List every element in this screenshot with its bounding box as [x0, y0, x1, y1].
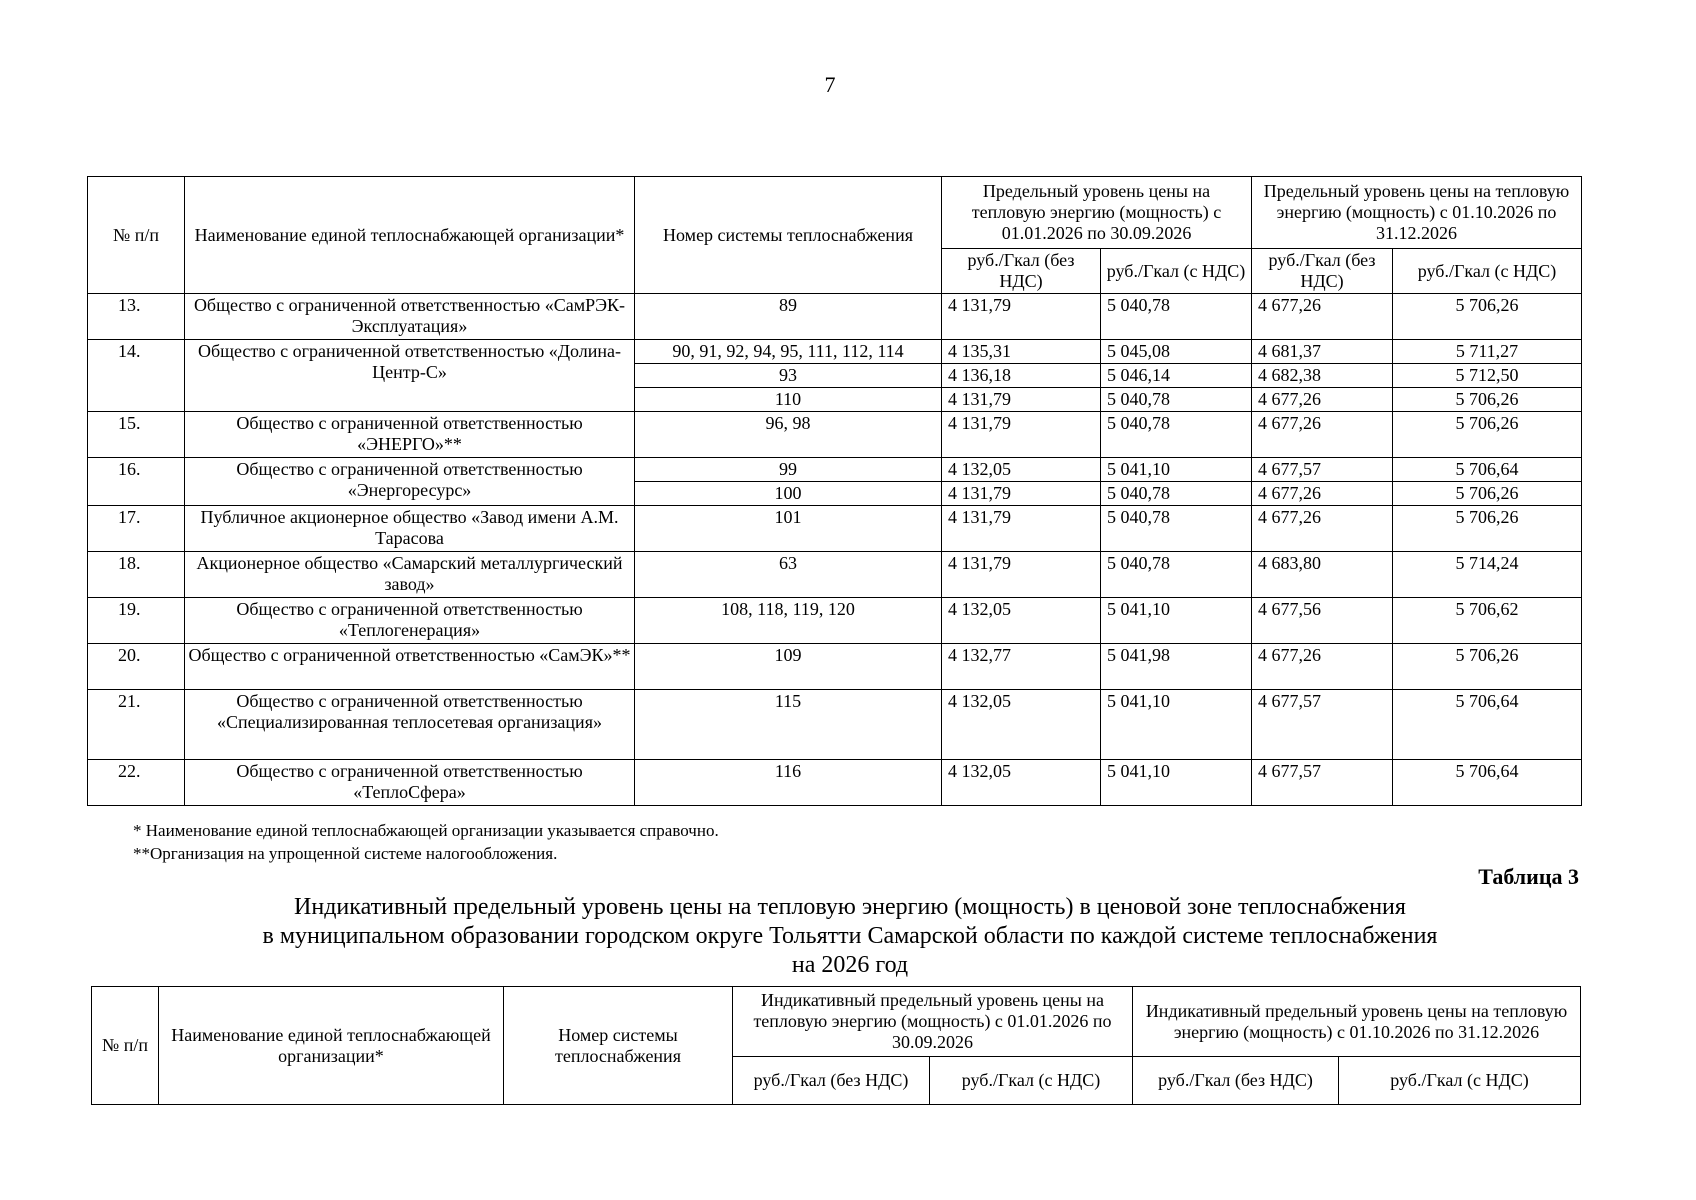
price-p2-vat: 5 711,27 — [1393, 340, 1582, 364]
system-number: 101 — [635, 506, 942, 552]
price-p2-vat: 5 706,26 — [1393, 506, 1582, 552]
table-3-title — [190, 893, 1510, 980]
price-p1-no-vat: 4 132,05 — [942, 690, 1101, 760]
organization-name: Публичное акционерное общество «Завод имени А.М. Тарасова — [185, 506, 635, 552]
row-number: 22. — [88, 760, 185, 806]
indicative-price-table — [91, 986, 1581, 1105]
system-number: 99 — [635, 458, 942, 482]
table-3-title-line-1: Индикативный предельный уровень цены на тепловую энергию (мощность) в ценовой зоне теплоснабжения — [294, 894, 1406, 920]
table-row — [88, 760, 1582, 806]
table-row — [88, 340, 1582, 364]
organization-name: Общество с ограниченной ответственностью «Энергоресурс» — [185, 458, 635, 506]
price-p2-no-vat: 4 677,57 — [1252, 760, 1393, 806]
row-number: 13. — [88, 294, 185, 340]
price-p2-no-vat: 4 677,26 — [1252, 294, 1393, 340]
header-system: Номер системы теплоснабжения — [635, 177, 942, 294]
table-3-label: Таблица 3 — [1478, 864, 1579, 889]
organization-name: Общество с ограниченной ответственностью «Теплогенерация» — [185, 598, 635, 644]
table-row — [88, 552, 1582, 598]
t3-header-org: Наименование единой теплоснабжающей организации* — [159, 987, 504, 1105]
row-number: 15. — [88, 412, 185, 458]
organization-name: Общество с ограниченной ответственностью «СамРЭК-Эксплуатация» — [185, 294, 635, 340]
table-row — [88, 412, 1582, 458]
price-p1-no-vat: 4 132,77 — [942, 644, 1101, 690]
system-number: 90, 91, 92, 94, 95, 111, 112, 114 — [635, 340, 942, 364]
header-p2-no-vat: руб./Гкал (без НДС) — [1252, 249, 1393, 294]
system-number: 108, 118, 119, 120 — [635, 598, 942, 644]
price-p1-no-vat: 4 131,79 — [942, 412, 1101, 458]
price-p2-no-vat: 4 677,26 — [1252, 412, 1393, 458]
price-p2-vat: 5 706,64 — [1393, 458, 1582, 482]
system-number: 110 — [635, 388, 942, 412]
price-p2-vat: 5 706,26 — [1393, 644, 1582, 690]
t3-header-num: № п/п — [92, 987, 159, 1105]
price-p1-no-vat: 4 131,79 — [942, 388, 1101, 412]
header-period-1: Предельный уровень цены на тепловую энергию (мощность) с 01.01.2026 по 30.09.2026 — [942, 177, 1252, 249]
table-row — [88, 690, 1582, 760]
price-p1-vat: 5 041,10 — [1101, 598, 1252, 644]
t3-header-p2-vat: руб./Гкал (с НДС) — [1339, 1057, 1581, 1105]
organization-name: Общество с ограниченной ответственностью «ЭНЕРГО»** — [185, 412, 635, 458]
price-limit-table — [87, 176, 1582, 806]
price-p1-no-vat: 4 131,79 — [942, 294, 1101, 340]
header-p2-vat: руб./Гкал (с НДС) — [1393, 249, 1582, 294]
price-p1-vat: 5 041,10 — [1101, 760, 1252, 806]
price-p1-vat: 5 040,78 — [1101, 412, 1252, 458]
price-p2-vat: 5 712,50 — [1393, 364, 1582, 388]
t3-header-p1-no-vat: руб./Гкал (без НДС) — [733, 1057, 930, 1105]
price-p2-vat: 5 706,26 — [1393, 388, 1582, 412]
price-p2-no-vat: 4 677,57 — [1252, 458, 1393, 482]
t3-header-period-1: Индикативный предельный уровень цены на тепловую энергию (мощность) с 01.01.2026 по 30.09.2026 — [733, 987, 1133, 1057]
price-p1-no-vat: 4 132,05 — [942, 598, 1101, 644]
price-p2-no-vat: 4 677,26 — [1252, 506, 1393, 552]
header-num: № п/п — [88, 177, 185, 294]
price-p1-vat: 5 040,78 — [1101, 552, 1252, 598]
header-p1-vat: руб./Гкал (с НДС) — [1101, 249, 1252, 294]
organization-name: Общество с ограниченной ответственностью «ТеплоСфера» — [185, 760, 635, 806]
organization-name: Общество с ограниченной ответственностью «Долина-Центр-С» — [185, 340, 635, 412]
organization-name: Общество с ограниченной ответственностью «СамЭК»** — [185, 644, 635, 690]
price-p2-vat: 5 706,26 — [1393, 412, 1582, 458]
price-p1-vat: 5 040,78 — [1101, 506, 1252, 552]
t3-header-system: Номер системы теплоснабжения — [504, 987, 733, 1105]
table-row — [88, 598, 1582, 644]
price-p1-vat: 5 041,98 — [1101, 644, 1252, 690]
header-period-2: Предельный уровень цены на тепловую энергию (мощность) с 01.10.2026 по 31.12.2026 — [1252, 177, 1582, 249]
row-number: 14. — [88, 340, 185, 412]
organization-name: Акционерное общество «Самарский металлургический завод» — [185, 552, 635, 598]
price-p1-vat: 5 040,78 — [1101, 294, 1252, 340]
footnote-1: * Наименование единой теплоснабжающей организации указывается справочно. — [133, 821, 719, 840]
table-row — [88, 294, 1582, 340]
price-p1-vat: 5 041,10 — [1101, 458, 1252, 482]
price-p1-no-vat: 4 132,05 — [942, 760, 1101, 806]
system-number: 63 — [635, 552, 942, 598]
table-row — [88, 458, 1582, 482]
header-p1-no-vat: руб./Гкал (без НДС) — [942, 249, 1101, 294]
price-p2-no-vat: 4 677,26 — [1252, 482, 1393, 506]
price-p2-no-vat: 4 677,56 — [1252, 598, 1393, 644]
price-limit-table-body — [88, 294, 1582, 806]
table-3-title-line-3: на 2026 год — [791, 952, 909, 978]
price-p1-vat: 5 041,10 — [1101, 690, 1252, 760]
price-p2-vat: 5 706,64 — [1393, 690, 1582, 760]
t3-header-period-2: Индикативный предельный уровень цены на тепловую энергию (мощность) с 01.10.2026 по 31.12.2026 — [1133, 987, 1581, 1057]
price-p1-no-vat: 4 131,79 — [942, 552, 1101, 598]
price-p1-vat: 5 040,78 — [1101, 388, 1252, 412]
price-p2-no-vat: 4 681,37 — [1252, 340, 1393, 364]
price-p1-vat: 5 045,08 — [1101, 340, 1252, 364]
organization-name: Общество с ограниченной ответственностью «Специализированная теплосетевая организация» — [185, 690, 635, 760]
table-3-title-line-2: в муниципальном образовании городском округе Тольятти Самарской области по каждой системе теплоснабжения — [262, 923, 1438, 949]
row-number: 16. — [88, 458, 185, 506]
price-p1-no-vat: 4 132,05 — [942, 458, 1101, 482]
price-p1-vat: 5 040,78 — [1101, 482, 1252, 506]
price-p2-vat: 5 714,24 — [1393, 552, 1582, 598]
row-number: 19. — [88, 598, 185, 644]
price-p2-no-vat: 4 683,80 — [1252, 552, 1393, 598]
row-number: 17. — [88, 506, 185, 552]
price-p1-no-vat: 4 135,31 — [942, 340, 1101, 364]
system-number: 115 — [635, 690, 942, 760]
table-row — [88, 506, 1582, 552]
footnote-2: **Организация на упрощенной системе налогообложения. — [133, 844, 558, 863]
price-p2-vat: 5 706,26 — [1393, 482, 1582, 506]
system-number: 116 — [635, 760, 942, 806]
row-number: 20. — [88, 644, 185, 690]
price-p2-vat: 5 706,64 — [1393, 760, 1582, 806]
t3-header-p1-vat: руб./Гкал (с НДС) — [930, 1057, 1133, 1105]
price-p2-no-vat: 4 677,26 — [1252, 644, 1393, 690]
t3-header-p2-no-vat: руб./Гкал (без НДС) — [1133, 1057, 1339, 1105]
price-p1-no-vat: 4 131,79 — [942, 506, 1101, 552]
price-p2-vat: 5 706,26 — [1393, 294, 1582, 340]
system-number: 93 — [635, 364, 942, 388]
price-p2-vat: 5 706,62 — [1393, 598, 1582, 644]
table-row — [88, 644, 1582, 690]
system-number: 100 — [635, 482, 942, 506]
system-number: 109 — [635, 644, 942, 690]
row-number: 21. — [88, 690, 185, 760]
price-p1-no-vat: 4 136,18 — [942, 364, 1101, 388]
system-number: 89 — [635, 294, 942, 340]
header-org: Наименование единой теплоснабжающей организации* — [185, 177, 635, 294]
page-number: 7 — [824, 72, 836, 97]
system-number: 96, 98 — [635, 412, 942, 458]
row-number: 18. — [88, 552, 185, 598]
price-p2-no-vat: 4 677,26 — [1252, 388, 1393, 412]
price-p2-no-vat: 4 677,57 — [1252, 690, 1393, 760]
price-p2-no-vat: 4 682,38 — [1252, 364, 1393, 388]
price-p1-no-vat: 4 131,79 — [942, 482, 1101, 506]
price-p1-vat: 5 046,14 — [1101, 364, 1252, 388]
